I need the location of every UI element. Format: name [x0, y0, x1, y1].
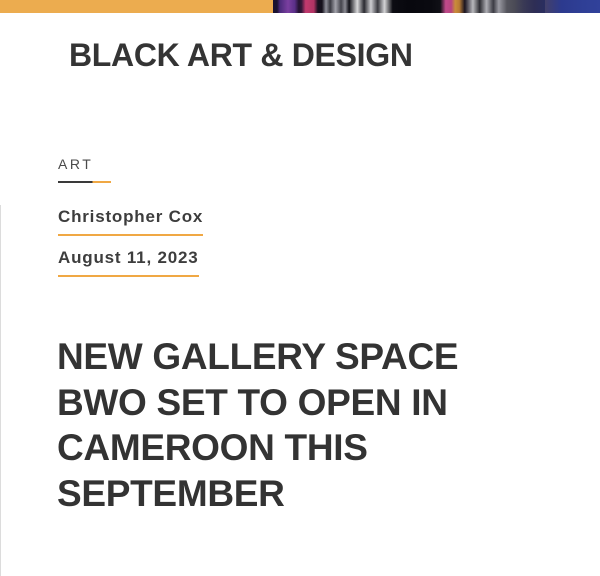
headline-line: BWO SET TO OPEN IN [57, 381, 448, 423]
headline-line: NEW GALLERY SPACE [57, 336, 459, 377]
banner-orange-block [0, 0, 273, 13]
article-headline [57, 334, 557, 516]
publish-date: August 11, 2023 [58, 248, 199, 277]
category-label: ART [58, 156, 94, 172]
site-title[interactable]: BLACK ART & DESIGN [69, 37, 413, 73]
top-banner [0, 0, 600, 13]
banner-blue-block [545, 0, 600, 13]
banner-artwork-image [273, 0, 545, 13]
author-link[interactable]: Christopher Cox [58, 207, 203, 236]
category-link[interactable] [58, 156, 111, 183]
category-underline [58, 181, 111, 183]
page-edge-line [0, 205, 1, 576]
headline-line: SEPTEMBER [57, 472, 285, 514]
headline-line: CAMEROON THIS [57, 427, 368, 468]
